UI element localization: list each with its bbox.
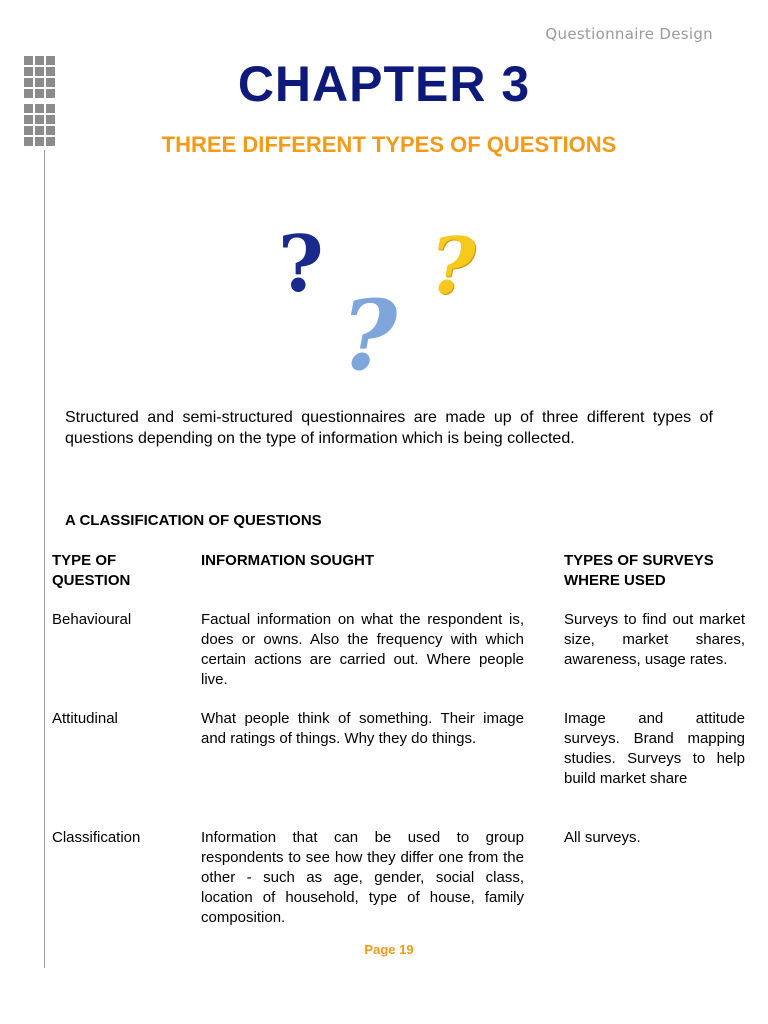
- question-mark-navy-icon: ?: [278, 219, 324, 310]
- row-classification-surveys: All surveys.: [564, 829, 641, 846]
- row-behavioural-surveys: Surveys to find out market size, market shares, awareness, usage rates.: [564, 611, 745, 668]
- page-number: Page 19: [364, 942, 414, 957]
- row-classification-type: Classification: [52, 829, 141, 846]
- classification-heading: A CLASSIFICATION OF QUESTIONS: [65, 512, 322, 529]
- margin-rule: [44, 150, 45, 968]
- column-header-info: INFORMATION SOUGHT: [201, 552, 375, 569]
- row-attitudinal-surveys: Image and attitude surveys. Brand mapping studies. Surveys to help build market share: [564, 710, 745, 787]
- section-title: THREE DIFFERENT TYPES OF QUESTIONS: [161, 132, 617, 157]
- row-attitudinal-info: What people think of something. Their image and ratings of things. Why they do things.: [201, 710, 524, 747]
- column-header-type: TYPE OF QUESTION: [52, 552, 131, 589]
- column-header-surveys: TYPES OF SURVEYS WHERE USED: [564, 552, 714, 589]
- running-header: Questionnaire Design: [545, 25, 713, 43]
- row-classification-info: Information that can be used to group respondents to see how they differ one from the other - such as age, gender, social class, location of household, type of house, family composition.: [201, 829, 524, 926]
- row-behavioural-type: Behavioural: [52, 611, 132, 628]
- intro-paragraph: Structured and semi-structured questionnaires are made up of three different types of questions depending on the type of information which is being collected.: [65, 409, 713, 447]
- question-mark-blue-icon: ?: [341, 279, 398, 392]
- row-behavioural-info: Factual information on what the respondent is, does or owns. Also the frequency with which certain actions are carried out. Where people live.: [201, 611, 524, 688]
- question-mark-gold-icon: ?: [430, 221, 476, 312]
- row-attitudinal-type: Attitudinal: [52, 710, 118, 727]
- chapter-title: CHAPTER 3: [237, 56, 531, 112]
